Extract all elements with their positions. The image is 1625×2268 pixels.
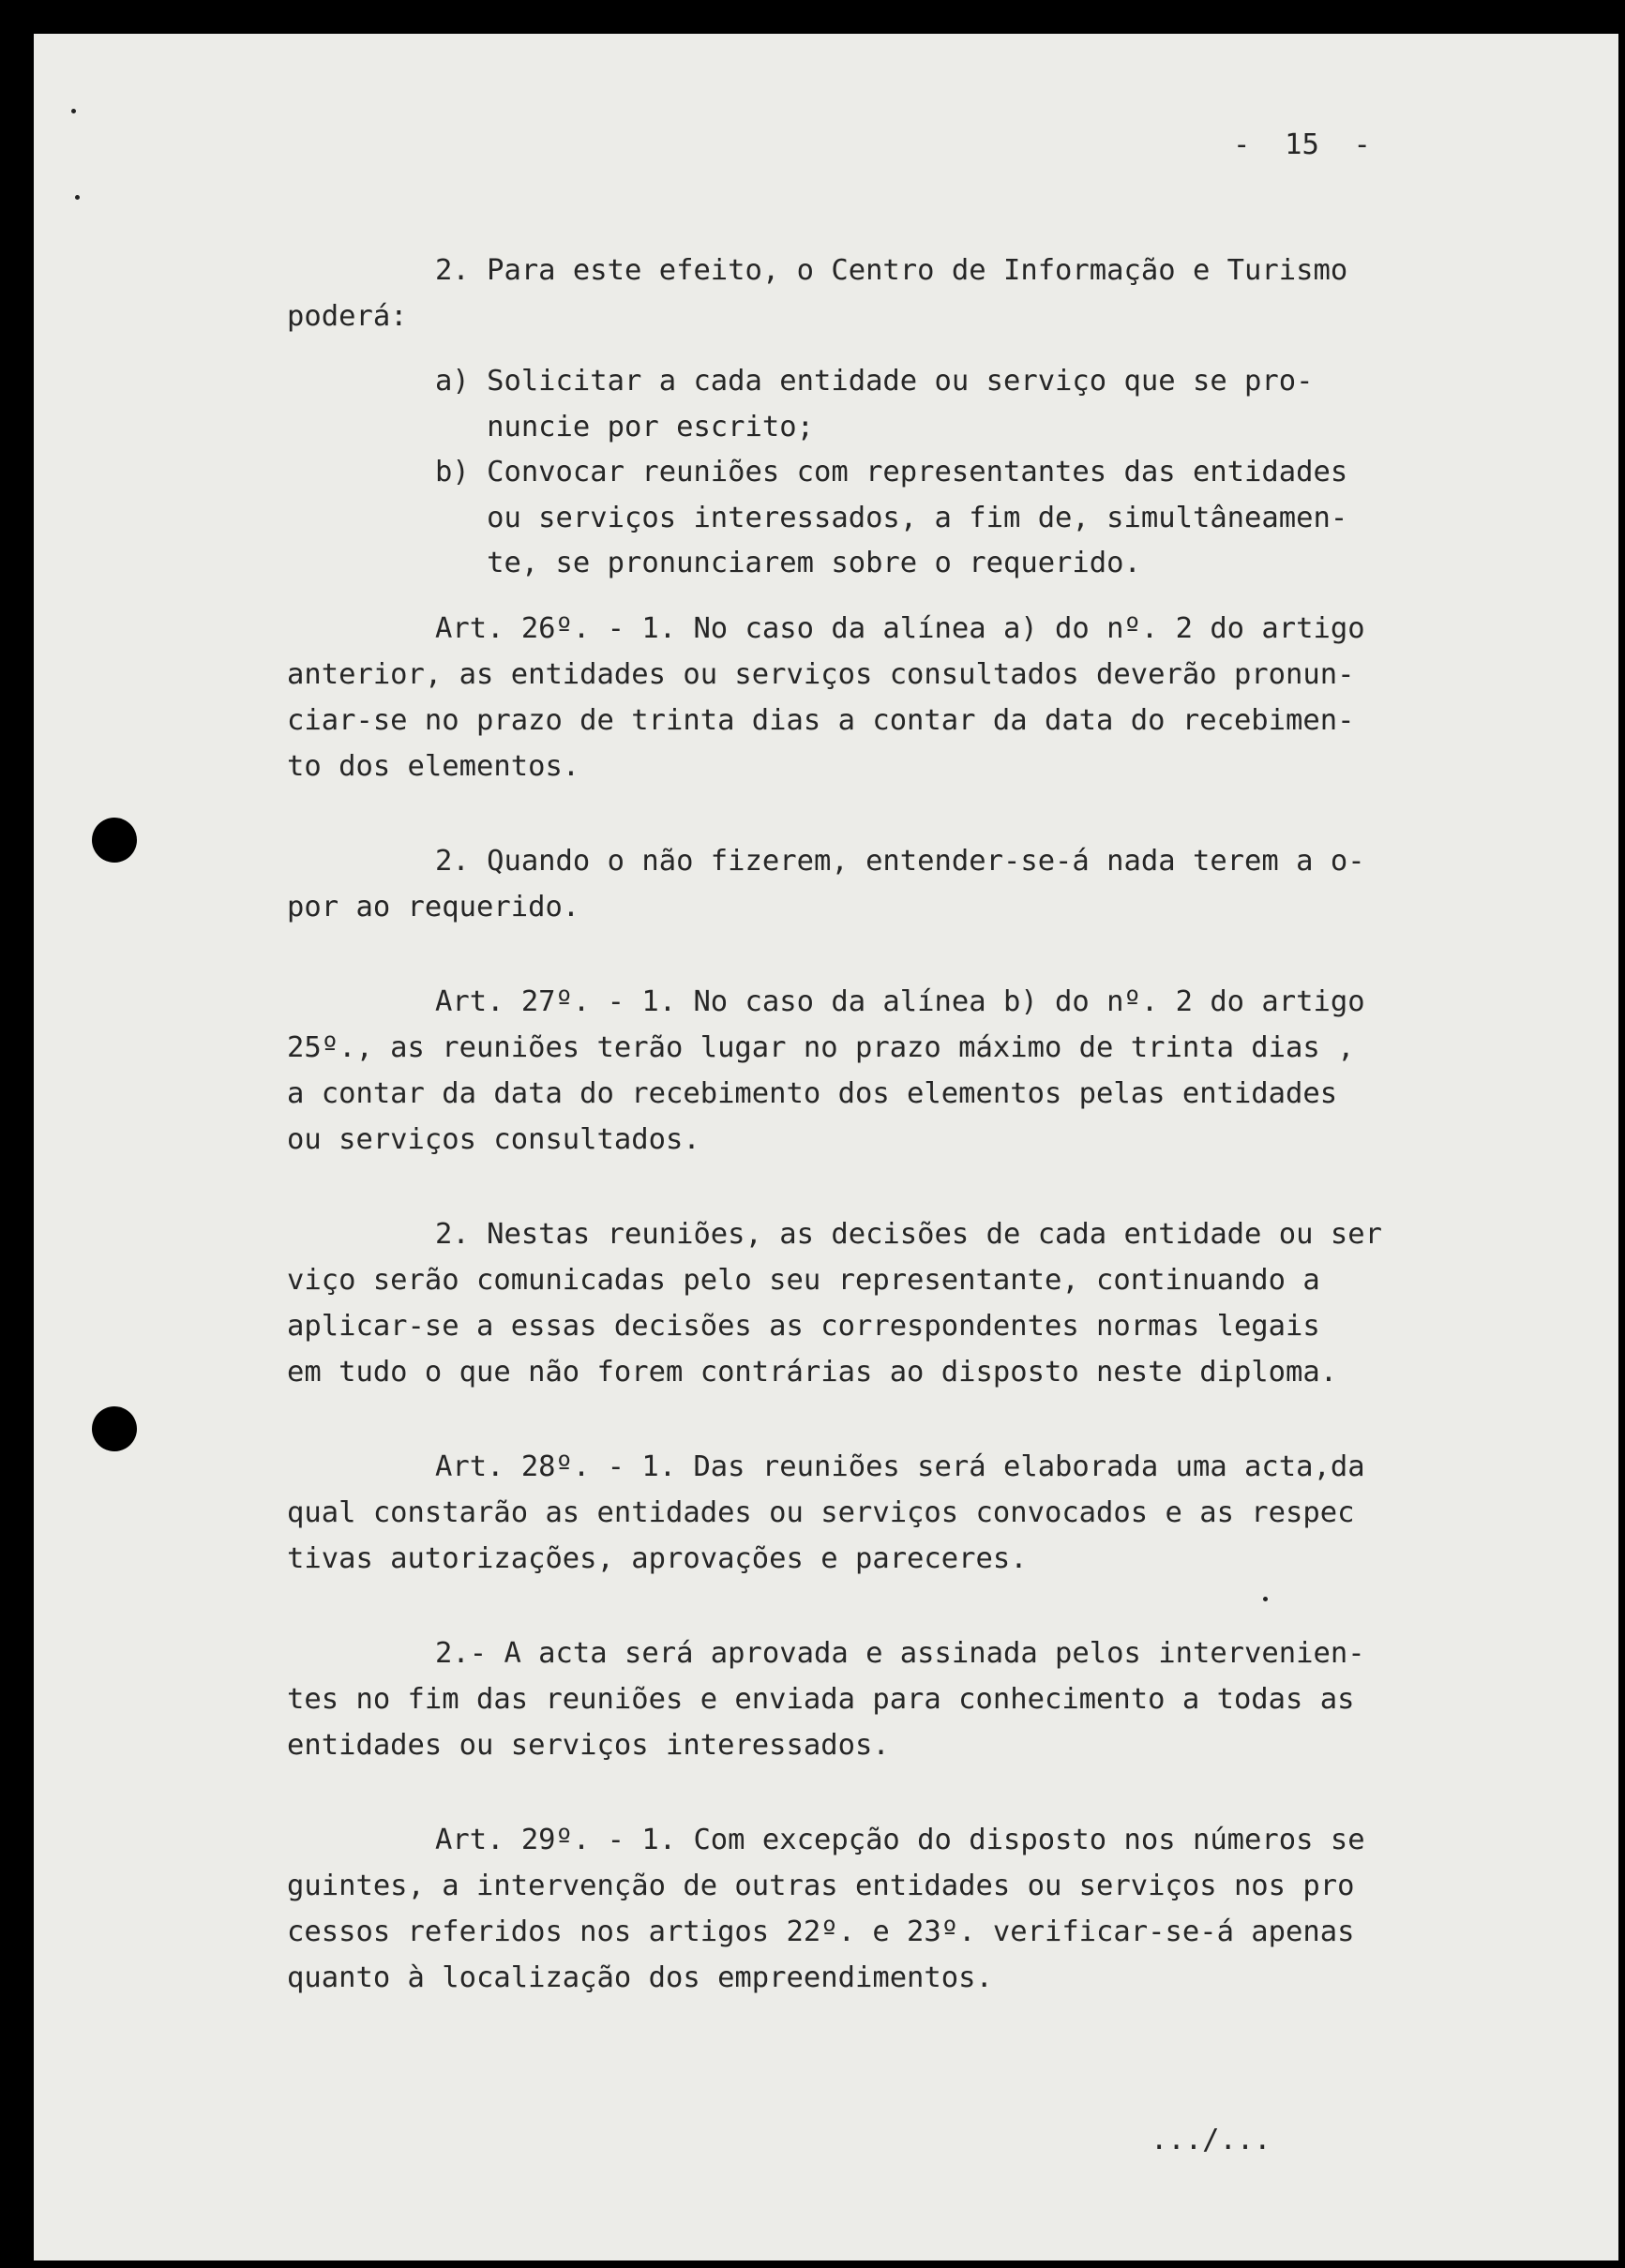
- paragraph-line: Art. 28º. - 1. Das reuniões será elaborada uma acta,da: [435, 1450, 1365, 1483]
- document-page: [34, 34, 1618, 2260]
- speck: [71, 109, 76, 113]
- paragraph-line: 25º., as reuniões terão lugar no prazo máximo de trinta dias ,: [287, 1031, 1355, 1064]
- punch-hole-top: [92, 818, 137, 863]
- speck: [1263, 1597, 1268, 1601]
- continuation-mark: .../...: [1151, 2124, 1271, 2156]
- paragraph-line: tes no fim das reuniões e enviada para conhecimento a todas as: [287, 1683, 1355, 1716]
- list-item-line: a) Solicitar a cada entidade ou serviço que se pro-: [435, 365, 1314, 398]
- paragraph-line: quanto à localização dos empreendimentos.: [287, 1961, 993, 1994]
- paragraph-line: a contar da data do recebimento dos elementos pelas entidades: [287, 1077, 1338, 1110]
- paragraph-line: Art. 29º. - 1. Com excepção do disposto nos números se: [435, 1824, 1365, 1856]
- paragraph-line: ou serviços consultados.: [287, 1123, 700, 1156]
- paragraph-line: anterior, as entidades ou serviços consultados deverão pronun-: [287, 658, 1355, 691]
- paragraph-line: viço serão comunicadas pelo seu representante, continuando a: [287, 1264, 1320, 1297]
- paragraph-line: aplicar-se a essas decisões as correspondentes normas legais: [287, 1310, 1320, 1343]
- paragraph-line: Art. 26º. - 1. No caso da alínea a) do nº. 2 do artigo: [435, 612, 1365, 645]
- paragraph-line: cessos referidos nos artigos 22º. e 23º. verificar-se-á apenas: [287, 1915, 1355, 1948]
- paragraph-line: entidades ou serviços interessados.: [287, 1729, 890, 1762]
- list-item-line: nuncie por escrito;: [435, 411, 814, 443]
- list-item-line: te, se pronunciarem sobre o requerido.: [435, 547, 1141, 579]
- paragraph-line: to dos elementos.: [287, 750, 580, 783]
- paragraph-line: poderá:: [287, 300, 408, 333]
- punch-hole-bottom: [92, 1406, 137, 1451]
- paragraph-line: em tudo o que não forem contrárias ao disposto neste diploma.: [287, 1356, 1338, 1389]
- paragraph-line: 2. Para este efeito, o Centro de Informação e Turismo: [435, 254, 1348, 287]
- paragraph-line: ciar-se no prazo de trinta dias a contar da data do recebimen-: [287, 704, 1355, 737]
- paragraph-line: tivas autorizações, aprovações e pareceres.: [287, 1542, 1028, 1575]
- paragraph-line: Art. 27º. - 1. No caso da alínea b) do nº. 2 do artigo: [435, 985, 1365, 1018]
- list-item-line: b) Convocar reuniões com representantes das entidades: [435, 456, 1348, 488]
- paragraph-line: 2. Nestas reuniões, as decisões de cada entidade ou ser: [435, 1218, 1382, 1251]
- paragraph-line: qual constarão as entidades ou serviços convocados e as respec: [287, 1496, 1355, 1529]
- paragraph-line: por ao requerido.: [287, 891, 580, 924]
- paragraph-line: guintes, a intervenção de outras entidades ou serviços nos pro: [287, 1870, 1355, 1902]
- paragraph-line: 2.- A acta será aprovada e assinada pelos intervenien-: [435, 1637, 1365, 1670]
- page-number: - 15 -: [1233, 128, 1371, 161]
- speck: [75, 195, 80, 200]
- list-item-line: ou serviços interessados, a fim de, simultâneamen-: [435, 502, 1348, 534]
- paragraph-line: 2. Quando o não fizerem, entender-se-á nada terem a o-: [435, 845, 1365, 878]
